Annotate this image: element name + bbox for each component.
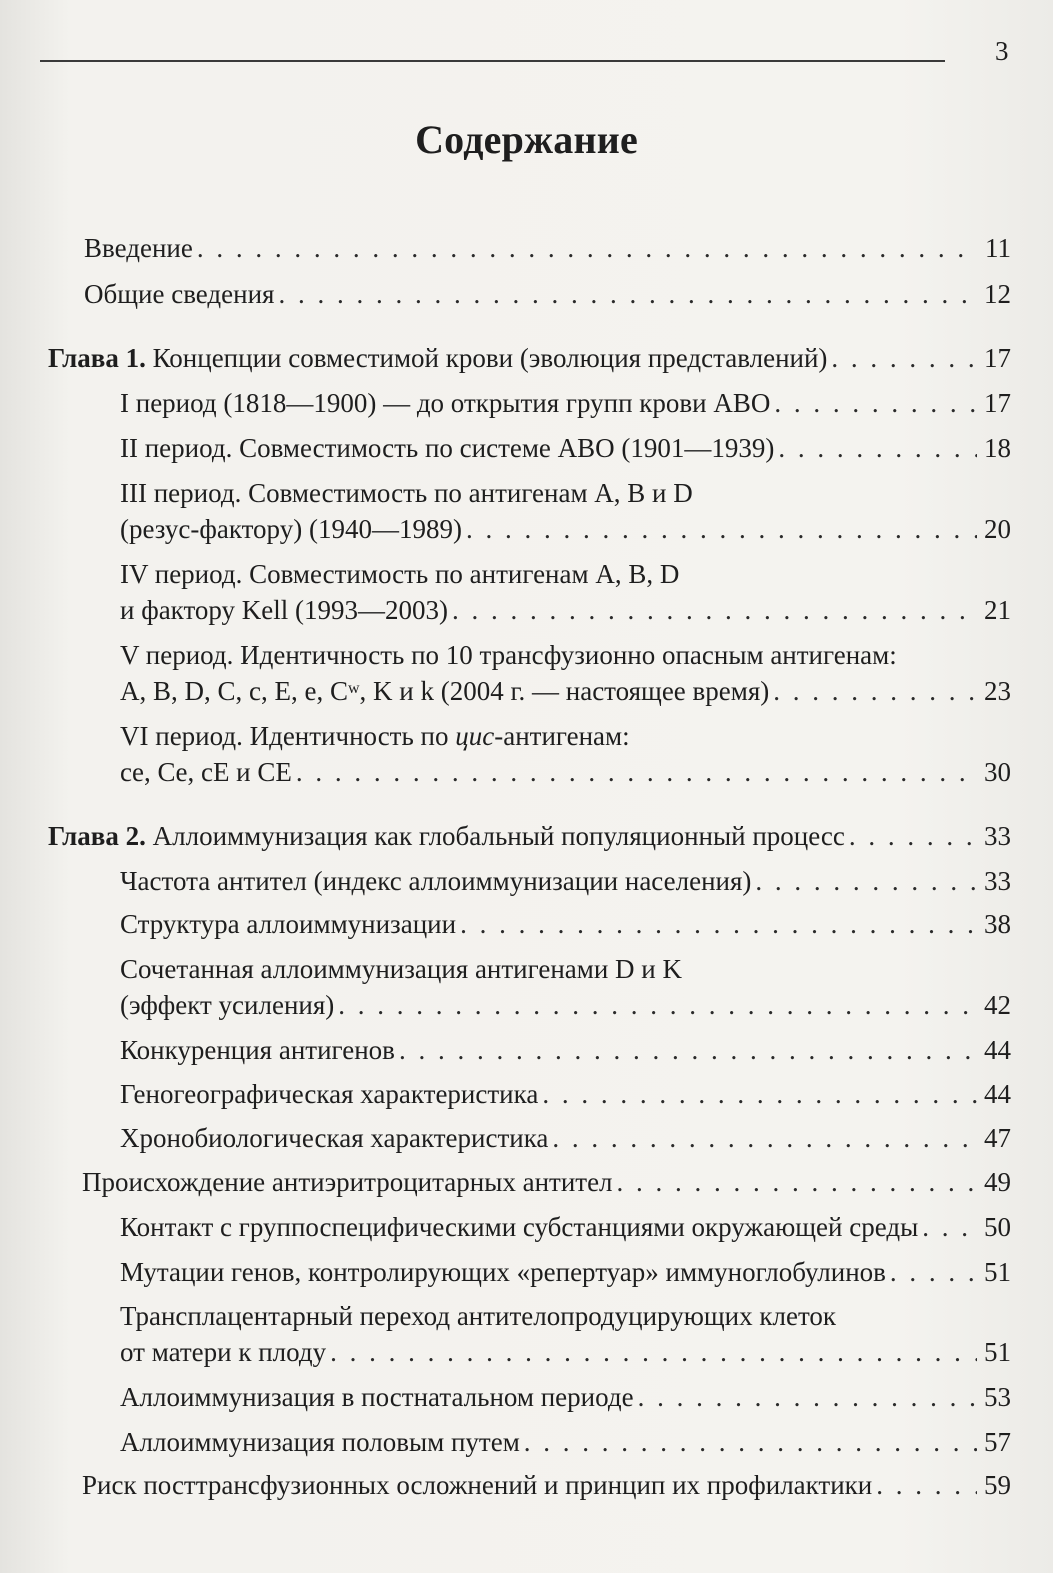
toc-entry-line1: V период. Идентичность по 10 трансфузионно опасным антигенам:	[120, 640, 897, 670]
toc-page-number: 33	[984, 866, 1011, 896]
toc-page-number: 59	[984, 1470, 1011, 1500]
toc-page-number: 57	[984, 1427, 1011, 1457]
toc-entry-title	[48, 818, 845, 854]
toc-section[interactable]	[82, 1164, 1011, 1200]
toc-page-number: 30	[984, 757, 1011, 787]
toc-page-number: 20	[984, 514, 1011, 544]
toc-page-number: 23	[984, 676, 1011, 706]
dot-leader	[755, 863, 977, 899]
superscript-w: w	[347, 680, 360, 697]
line1-part-a: VI период. Идентичность по	[120, 721, 456, 751]
page-title: Содержание	[415, 117, 638, 162]
dot-leader	[452, 592, 977, 628]
chapter-label: Глава 1.	[48, 343, 146, 373]
toc-entry-title: Происхождение антиэритроцитарных антител	[82, 1167, 613, 1197]
toc-entry[interactable]	[120, 511, 1011, 547]
toc-entry-title: II период. Совместимость по системе АВО (1901—1939)	[120, 433, 775, 463]
dot-leader	[330, 1334, 977, 1370]
toc-entry[interactable]	[84, 276, 1011, 312]
toc-chapter[interactable]	[48, 818, 1011, 854]
page-number: 3	[995, 36, 1009, 66]
toc-entry-title: (резус-фактору) (1940—1989)	[120, 514, 462, 544]
dot-leader	[552, 1120, 977, 1156]
antigen-list-a: A, B, D, C, c, E, e, C	[120, 676, 348, 706]
dot-leader	[922, 1209, 977, 1245]
toc-page-number: 51	[984, 1257, 1011, 1287]
toc-page-number: 50	[984, 1212, 1011, 1242]
toc-entry-title: Частота антител (индекс аллоиммунизации населения)	[120, 866, 752, 896]
dot-leader	[460, 906, 977, 942]
toc-page-number: 33	[984, 821, 1011, 851]
dot-leader	[876, 1467, 977, 1503]
toc-entry[interactable]	[120, 592, 1011, 628]
toc-entry[interactable]	[120, 1334, 1011, 1370]
chapter-label: Глава 2.	[48, 821, 146, 851]
dot-leader	[399, 1032, 977, 1068]
dot-leader	[524, 1424, 977, 1460]
dot-leader	[197, 230, 977, 266]
toc-entry[interactable]	[120, 1120, 1011, 1156]
dot-leader	[466, 511, 977, 547]
toc-entry-title: Конкуренция антигенов	[120, 1035, 395, 1065]
toc-entry-title	[48, 340, 827, 376]
chapter-title: Концепции совместимой крови (эволюция представлений)	[145, 343, 828, 373]
toc-entry[interactable]	[120, 1424, 1011, 1460]
toc-page-number: 17	[984, 388, 1011, 418]
toc-entry[interactable]	[120, 987, 1011, 1023]
line1-part-b: -антигенам:	[494, 721, 630, 751]
toc-entry-line1: Сочетанная аллоиммунизация антигенами D и K	[120, 954, 682, 984]
toc-page-number: 38	[984, 909, 1011, 939]
toc-entry[interactable]	[120, 754, 1011, 790]
dot-leader	[542, 1076, 977, 1112]
line1-italic: цис	[455, 721, 495, 751]
dot-leader	[774, 385, 977, 421]
toc-page-number: 17	[984, 343, 1011, 373]
toc-entry-title: ce, Ce, cE и CE	[120, 757, 292, 787]
toc-entry-title: от матери к плоду	[120, 1337, 327, 1367]
toc-page-number: 11	[985, 233, 1011, 263]
toc-entry-title	[120, 673, 769, 709]
toc-page-number: 51	[984, 1337, 1011, 1367]
toc-entry[interactable]	[120, 1076, 1011, 1112]
toc-entry-line1	[120, 718, 630, 754]
toc-entry[interactable]	[120, 385, 1011, 421]
toc-entry-title: Введение	[84, 233, 193, 263]
toc-entry-line1: Трансплацентарный переход антителопродуцирующих клеток	[120, 1301, 837, 1331]
toc-entry-title: Риск посттрансфузионных осложнений и принцип их профилактики	[82, 1470, 873, 1500]
dot-leader	[778, 430, 977, 466]
toc-entry-title: Общие сведения	[84, 279, 275, 309]
toc-entry-line1: IV период. Совместимость по антигенам A, B, D	[120, 559, 680, 589]
toc-page-number: 44	[984, 1035, 1011, 1065]
toc-chapter[interactable]	[48, 340, 1011, 376]
toc-entry[interactable]	[120, 430, 1011, 466]
chapter-title: Аллоиммунизация как глобальный популяционный процесс	[145, 821, 845, 851]
dot-leader	[296, 754, 977, 790]
dot-leader	[338, 987, 977, 1023]
toc-page-number: 12	[984, 279, 1011, 309]
dot-leader	[638, 1379, 977, 1415]
toc-entry[interactable]	[120, 1379, 1011, 1415]
dot-leader	[849, 818, 977, 854]
antigen-list-b: , K и k (2004 г. — настоящее время)	[359, 676, 770, 706]
toc-entry-title: Аллоиммунизация в постнатальном периоде	[120, 1382, 634, 1412]
toc-entry-title: Контакт с группоспецифическими субстанциями окружающей среды	[120, 1212, 919, 1242]
dot-leader	[278, 276, 977, 312]
toc-entry-title: I период (1818—1900) — до открытия групп крови АВО	[120, 388, 771, 418]
dot-leader	[617, 1164, 977, 1200]
toc-entry-title: Геногеографическая характеристика	[120, 1079, 539, 1109]
toc-entry-title: Структура аллоиммунизации	[120, 909, 457, 939]
toc-page-number: 53	[984, 1382, 1011, 1412]
toc-entry[interactable]	[84, 230, 1011, 266]
toc-entry-title: Мутации генов, контролирующих «репертуар» иммуноглобулинов	[120, 1257, 886, 1287]
toc-entry[interactable]	[120, 906, 1011, 942]
toc-page-number: 49	[984, 1167, 1011, 1197]
toc-entry[interactable]	[120, 673, 1011, 709]
toc-entry-title: (эффект усиления)	[120, 990, 335, 1020]
toc-entry[interactable]	[120, 1209, 1011, 1245]
dot-leader	[831, 340, 977, 376]
toc-entry[interactable]	[120, 1032, 1011, 1068]
toc-entry-title: и фактору Kell (1993—2003)	[120, 595, 448, 625]
toc-entry[interactable]	[120, 863, 1011, 899]
toc-page-number: 47	[984, 1123, 1011, 1153]
toc-entry-title: Аллоиммунизация половым путем	[120, 1427, 520, 1457]
dot-leader	[890, 1254, 977, 1290]
toc-page-number: 44	[984, 1079, 1011, 1109]
toc-page-number: 18	[984, 433, 1011, 463]
dot-leader	[773, 673, 977, 709]
toc-entry[interactable]	[120, 1254, 1011, 1290]
toc-section[interactable]	[82, 1467, 1011, 1503]
toc-page-number: 21	[984, 595, 1011, 625]
toc-entry-title: Хронобиологическая характеристика	[120, 1123, 549, 1153]
toc-page-number: 42	[984, 990, 1011, 1020]
toc-entry-line1: III период. Совместимость по антигенам A, B и D	[120, 478, 693, 508]
